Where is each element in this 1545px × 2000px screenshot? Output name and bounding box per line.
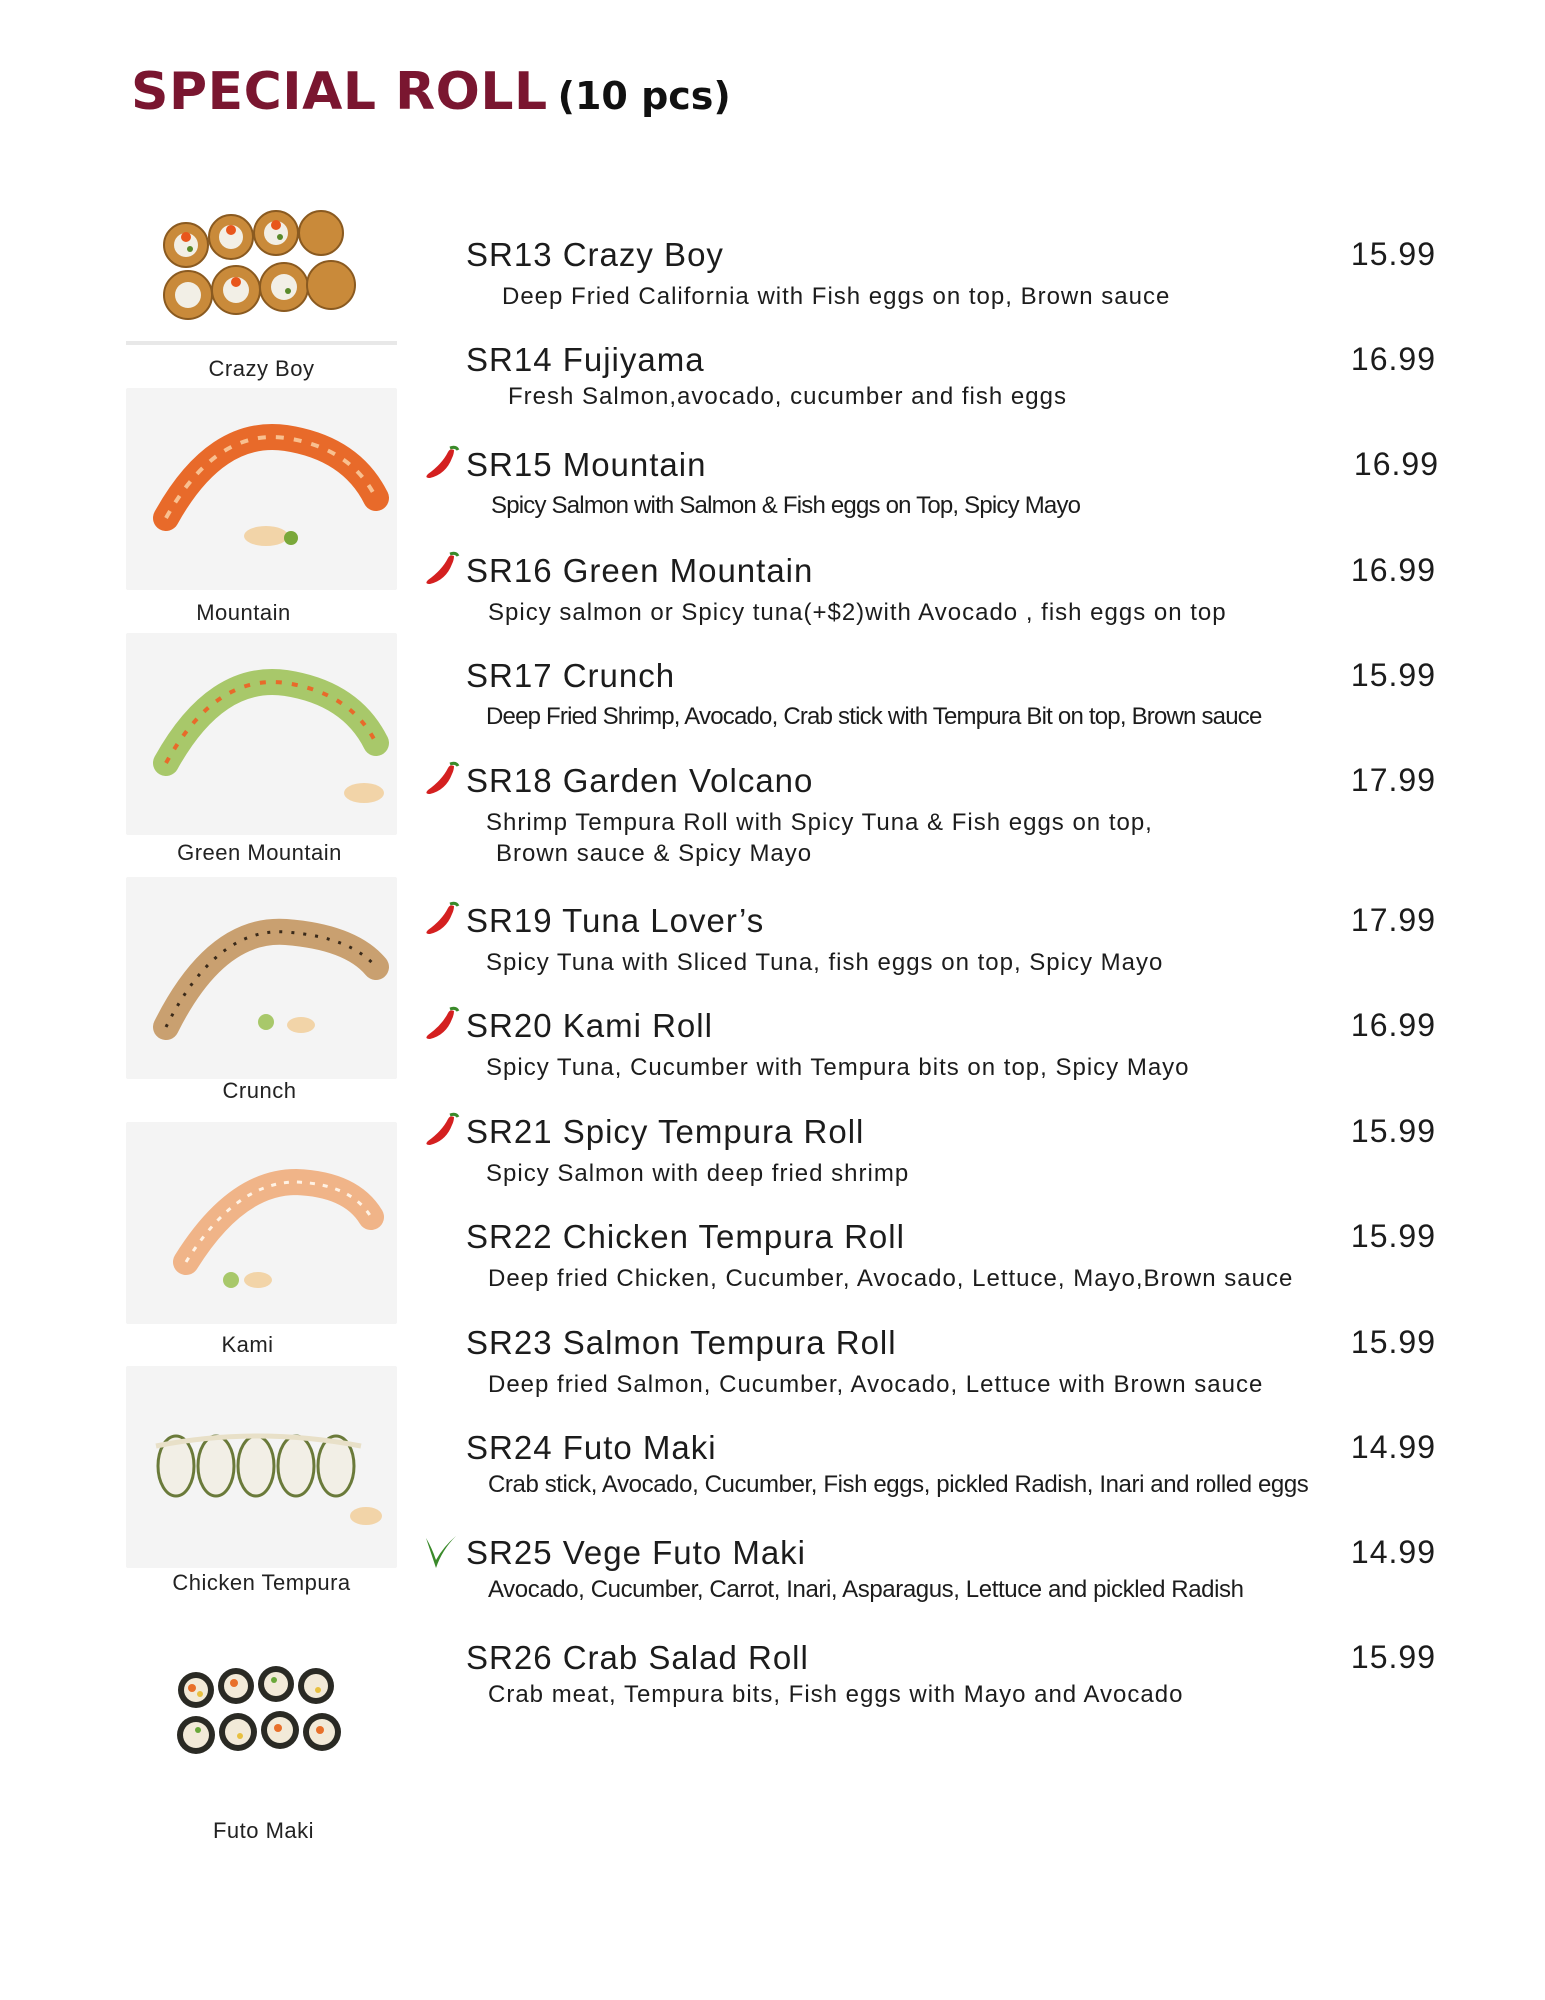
item-description: Spicy Tuna, Cucumber with Tempura bits on top, Spicy Mayo bbox=[486, 1054, 1190, 1081]
photo-caption: Futo Maki bbox=[212, 1818, 315, 1843]
item-name: SR20 Kami Roll bbox=[466, 1007, 713, 1044]
photo-caption: Kami bbox=[221, 1332, 274, 1357]
photo-divider bbox=[126, 341, 397, 345]
item-price: 17.99 bbox=[1350, 762, 1436, 798]
item-description: Deep Fried Shrimp, Avocado, Crab stick with Tempura Bit on top, Brown sauce bbox=[486, 703, 1262, 730]
item-name: SR19 Tuna Lover’s bbox=[466, 902, 765, 939]
item-price: 15.99 bbox=[1350, 1218, 1436, 1254]
section-subtitle: (10 pcs) bbox=[557, 74, 731, 118]
photo-kami bbox=[126, 1122, 397, 1324]
photo-caption: Mountain bbox=[196, 600, 291, 625]
item-description: Deep Fried California with Fish eggs on top, Brown sauce bbox=[502, 283, 1171, 310]
photo-green-mountain bbox=[126, 633, 397, 835]
item-name: SR21 Spicy Tempura Roll bbox=[466, 1113, 865, 1150]
chili-pepper-icon bbox=[420, 1111, 460, 1151]
item-description: Shrimp Tempura Roll with Spicy Tuna & Fish eggs on top, bbox=[486, 809, 1153, 836]
section-title: SPECIAL ROLL bbox=[131, 62, 548, 122]
chili-pepper-icon bbox=[420, 550, 460, 590]
photo-mountain bbox=[126, 388, 397, 590]
chili-pepper-icon bbox=[420, 760, 460, 800]
vegetarian-leaf-icon bbox=[420, 1532, 460, 1572]
item-price: 15.99 bbox=[1350, 1639, 1436, 1675]
item-price: 17.99 bbox=[1350, 902, 1436, 938]
item-name: SR15 Mountain bbox=[466, 446, 707, 483]
item-name: SR13 Crazy Boy bbox=[466, 236, 724, 273]
item-name: SR14 Fujiyama bbox=[466, 341, 705, 378]
item-name: SR23 Salmon Tempura Roll bbox=[466, 1324, 897, 1361]
item-price: 14.99 bbox=[1350, 1534, 1436, 1570]
item-description: Spicy Tuna with Sliced Tuna, fish eggs on top, Spicy Mayo bbox=[486, 949, 1164, 976]
chili-pepper-icon bbox=[420, 444, 460, 484]
item-price: 16.99 bbox=[1350, 1007, 1436, 1043]
item-name: SR22 Chicken Tempura Roll bbox=[466, 1218, 905, 1255]
item-description: Spicy Salmon with Salmon & Fish eggs on Top, Spicy Mayo bbox=[491, 492, 1081, 519]
photo-futo-maki bbox=[126, 1620, 397, 1822]
item-name: SR18 Garden Volcano bbox=[466, 762, 814, 799]
item-name: SR26 Crab Salad Roll bbox=[466, 1639, 809, 1676]
item-price: 16.99 bbox=[1353, 446, 1439, 482]
photo-crunch bbox=[126, 877, 397, 1079]
item-description: Avocado, Cucumber, Carrot, Inari, Asparagus, Lettuce and pickled Radish bbox=[488, 1576, 1244, 1603]
item-price: 15.99 bbox=[1350, 1113, 1436, 1149]
item-description: Crab meat, Tempura bits, Fish eggs with Mayo and Avocado bbox=[488, 1681, 1184, 1708]
menu-title bbox=[131, 62, 731, 122]
item-price: 15.99 bbox=[1350, 236, 1436, 272]
item-description: Deep fried Salmon, Cucumber, Avocado, Lettuce with Brown sauce bbox=[488, 1371, 1264, 1398]
chili-pepper-icon bbox=[420, 1005, 460, 1045]
photo-caption: Crazy Boy bbox=[208, 356, 315, 381]
photo-chicken-tempura bbox=[126, 1366, 397, 1568]
item-description: Crab stick, Avocado, Cucumber, Fish eggs, pickled Radish, Inari and rolled eggs bbox=[488, 1471, 1309, 1498]
item-price: 16.99 bbox=[1350, 341, 1436, 377]
photo-caption: Green Mountain bbox=[177, 840, 342, 865]
item-name: SR25 Vege Futo Maki bbox=[466, 1534, 807, 1571]
item-name: SR24 Futo Maki bbox=[466, 1429, 717, 1466]
photo-caption: Crunch bbox=[222, 1078, 297, 1103]
item-description-line2: Brown sauce & Spicy Mayo bbox=[496, 840, 813, 867]
item-price: 14.99 bbox=[1350, 1429, 1436, 1465]
item-description: Fresh Salmon,avocado, cucumber and fish eggs bbox=[508, 383, 1067, 410]
item-price: 15.99 bbox=[1350, 1324, 1436, 1360]
item-name: SR17 Crunch bbox=[466, 657, 676, 694]
photo-caption: Chicken Tempura bbox=[172, 1570, 351, 1595]
item-name: SR16 Green Mountain bbox=[466, 552, 814, 589]
item-price: 15.99 bbox=[1350, 657, 1436, 693]
photo-crazy-boy bbox=[126, 175, 397, 377]
item-description: Spicy salmon or Spicy tuna(+$2)with Avocado , fish eggs on top bbox=[488, 599, 1227, 626]
item-description: Deep fried Chicken, Cucumber, Avocado, Lettuce, Mayo,Brown sauce bbox=[488, 1265, 1294, 1292]
item-price: 16.99 bbox=[1350, 552, 1436, 588]
chili-pepper-icon bbox=[420, 900, 460, 940]
item-description: Spicy Salmon with deep fried shrimp bbox=[486, 1160, 910, 1187]
